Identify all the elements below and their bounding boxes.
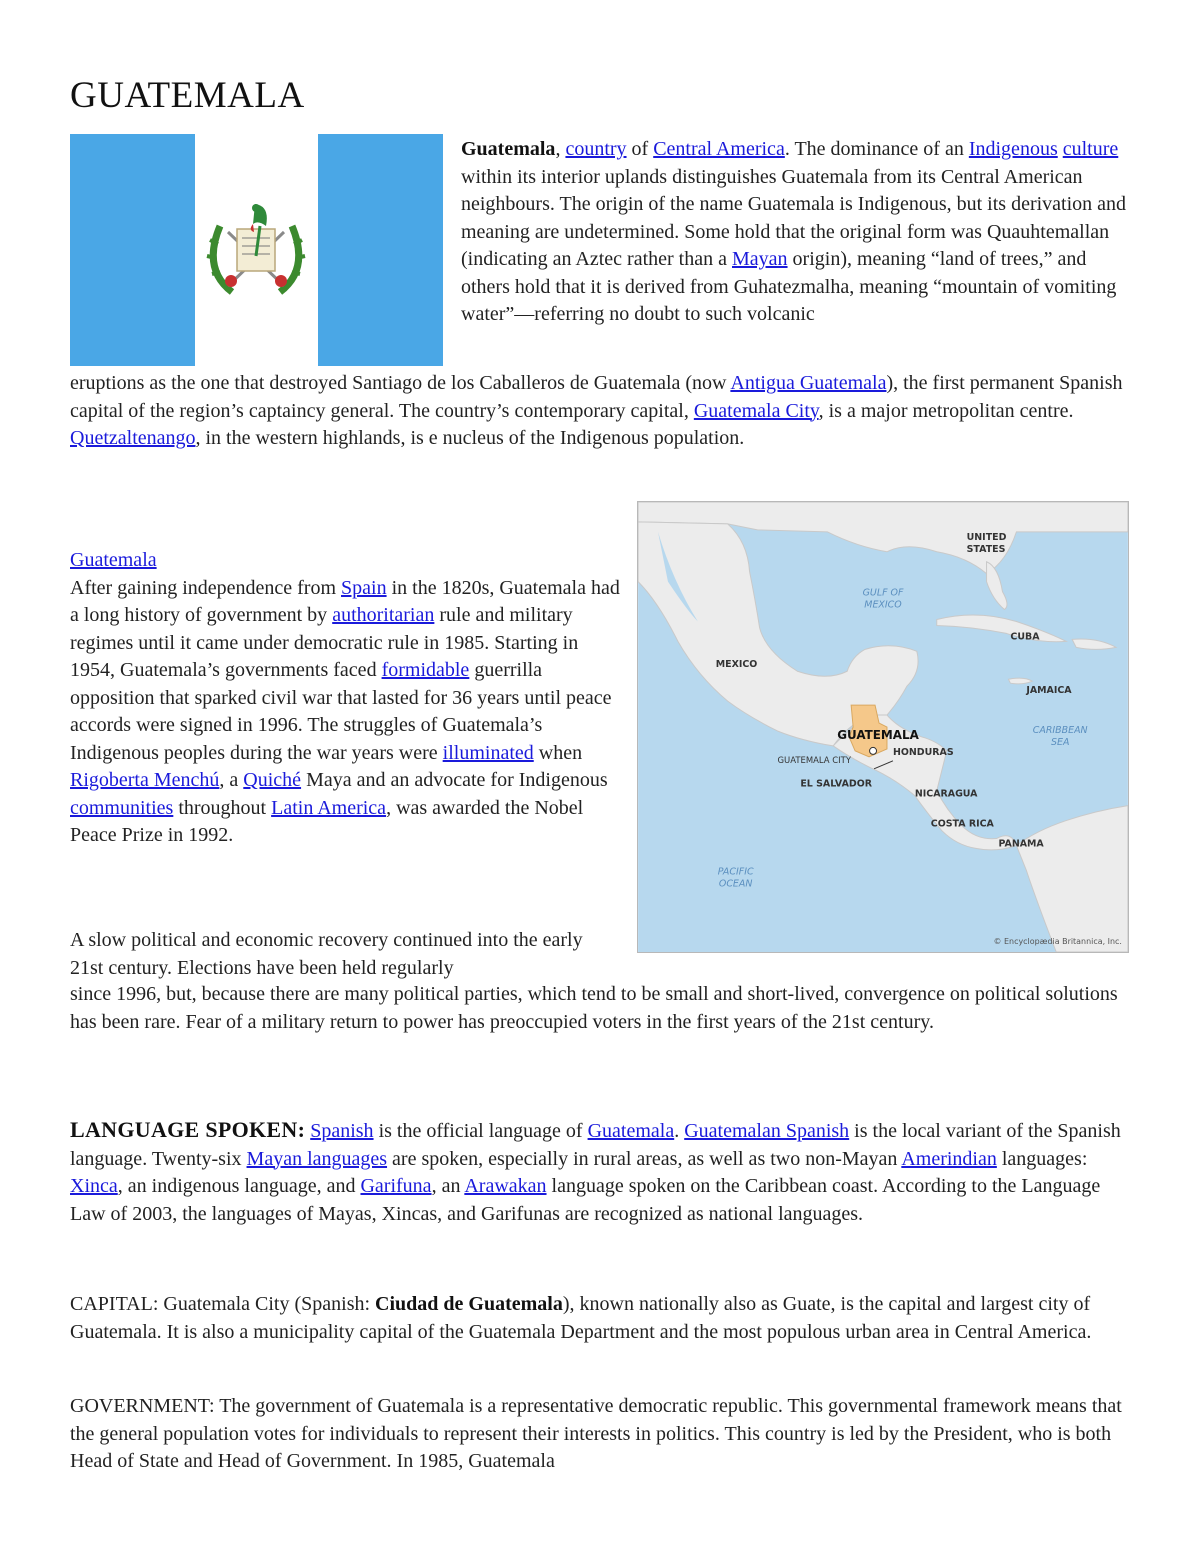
link-country[interactable]: country	[565, 138, 627, 160]
map-label-gulf: GULF OF	[862, 587, 904, 599]
map-label-us: STATES	[966, 543, 1006, 555]
history-text: , was awarded the Nobel Peace Prize in 1992.	[70, 796, 584, 846]
intro-text: within its interior uplands distinguishes Guatemala from its Central American neighbours. The origin of the name Guatemala is Indigenous, but its derivation and meaning are undetermined. Some hold that the original form was Quauhtemallan (indicating an Aztec rather than a	[461, 165, 1127, 270]
language-text: are spoken, especially in rural areas, as well as two non-Mayan	[387, 1147, 902, 1170]
language-paragraph	[70, 1116, 1130, 1228]
link-spanish[interactable]: Spanish	[310, 1120, 374, 1142]
map-label-el-salvador: EL SALVADOR	[800, 778, 873, 790]
intro-bold-term: Guatemala	[461, 138, 556, 160]
central-america-map	[637, 501, 1129, 953]
language-text: , an indigenous language, and	[117, 1175, 361, 1197]
government-paragraph	[70, 1393, 1130, 1476]
link-communities[interactable]: communities	[70, 796, 174, 819]
map-label-caribbean: SEA	[1051, 736, 1070, 748]
link-guatemala-city[interactable]: Guatemala City	[693, 399, 819, 422]
link-guatemalan-spanish[interactable]: Guatemalan Spanish	[684, 1120, 850, 1142]
recovery-paragraph-bottom	[70, 981, 1130, 1036]
link-quetzaltenango[interactable]: Quetzaltenango	[70, 427, 196, 449]
capital-text: ), known nationally also as Guate, is the capital and largest city of Guatemala. It is also a municipality capital of the Guatemala Department and the most populous urban area in Central America.	[70, 1293, 1092, 1343]
capital-text: CAPITAL: Guatemala City (Spanish:	[70, 1293, 376, 1315]
link-spain[interactable]: Spain	[341, 576, 387, 599]
intro-text: eruptions as the one that destroyed Santiago de los Caballeros de Guatemala (now	[70, 372, 731, 394]
language-text: , an	[431, 1175, 465, 1197]
link-mayan-languages[interactable]: Mayan languages	[246, 1147, 388, 1170]
intro-text: , is a major metropolitan centre.	[818, 399, 1074, 422]
history-text: rule and military regimes until it came under democratic rule in 1985. Starting in 1954, Guatemala’s governments faced	[70, 604, 579, 681]
link-arawakan[interactable]: Arawakan	[464, 1175, 547, 1197]
history-text: , a	[219, 769, 244, 791]
recovery-text: A slow political and economic recovery continued into the early 21st century. Elections have been held regularly	[70, 929, 583, 979]
map-label-pacific: PACIFIC	[717, 866, 754, 878]
link-culture[interactable]: culture	[1062, 138, 1119, 160]
recovery-text: since 1996, but, because there are many political parties, which tend to be small and short-lived, convergence on political solutions has been rare. Fear of a military return to power has preoccupied voters in the first years of the 21st century.	[70, 983, 1118, 1033]
map-label-costa-rica: COSTA RICA	[930, 818, 994, 830]
language-text: .	[674, 1120, 685, 1142]
link-indigenous[interactable]: Indigenous	[968, 138, 1058, 160]
map-label-gulf: MEXICO	[864, 599, 902, 611]
language-text: is the official language of	[373, 1120, 588, 1142]
capital-spanish-name: Ciudad de Guatemala	[375, 1293, 563, 1315]
history-text: in the 1820s, Guatemala had a long history of government by	[70, 576, 620, 626]
map-label-cuba: CUBA	[1010, 631, 1040, 643]
history-text: throughout	[173, 796, 272, 819]
link-rigoberta-menchu[interactable]: Rigoberta Menchú	[70, 769, 220, 791]
guatemala-city-marker-icon	[870, 747, 877, 754]
link-garifuna[interactable]: Garifuna	[360, 1175, 432, 1197]
link-amerindian[interactable]: Amerindian	[901, 1147, 997, 1170]
capital-paragraph	[70, 1291, 1130, 1346]
link-formidable[interactable]: formidable	[381, 659, 470, 681]
map-label-nicaragua: NICARAGUA	[914, 788, 978, 800]
map-label-us: UNITED	[966, 531, 1007, 543]
intro-text: origin), meaning “land of trees,” and others hold that it is derived from Guhatezmalha, meaning “mountain of vomiting water”—referring no doubt to such volcanic	[461, 248, 1117, 325]
language-text: languages:	[996, 1147, 1088, 1170]
map-label-guatemala: GUATEMALA	[837, 727, 919, 742]
intro-text: of	[626, 138, 654, 160]
government-text: GOVERNMENT: The government of Guatemala is a representative democratic republic. This governmental framework means that the general population votes for individuals to represent their interests in politics. This country is led by the President, who is both Head of State and Head of Government. In 1985, Guatemala	[70, 1395, 1122, 1472]
history-text: After gaining independence from	[70, 576, 342, 599]
map-label-honduras: HONDURAS	[892, 746, 954, 758]
map-label-panama: PANAMA	[998, 838, 1044, 850]
flag-right-stripe	[318, 134, 443, 366]
language-heading: LANGUAGE SPOKEN:	[70, 1117, 306, 1142]
map-label-caribbean: CARIBBEAN	[1032, 724, 1088, 736]
link-quiche[interactable]: Quiché	[243, 769, 302, 791]
intro-paragraph-top	[461, 136, 1133, 329]
history-paragraph	[70, 547, 620, 850]
link-latin-america[interactable]: Latin America	[271, 796, 387, 819]
guatemala-flag-image	[70, 134, 443, 366]
link-guatemala-caption[interactable]: Guatemala	[70, 549, 157, 571]
map-label-jamaica: JAMAICA	[1026, 685, 1072, 697]
flag-left-stripe	[70, 134, 195, 366]
link-guatemala[interactable]: Guatemala	[587, 1120, 675, 1142]
history-text: Maya and an advocate for Indigenous	[301, 769, 608, 791]
history-text: guerrilla opposition that sparked civil war that lasted for 36 years until peace accords were signed in 1996. The struggles of Guatemala’s Indigenous peoples during the war years were	[70, 659, 612, 764]
language-text: is the local variant of the Spanish language. Twenty-six	[70, 1120, 1121, 1170]
history-text: when	[533, 741, 583, 764]
link-central-america[interactable]: Central America	[653, 138, 785, 160]
language-text: language spoken on the Caribbean coast. According to the Language Law of 2003, the languages of Mayas, Xincas, and Garifunas are recognized as national languages.	[70, 1175, 1101, 1225]
map-label-pacific: OCEAN	[718, 878, 753, 890]
link-xinca[interactable]: Xinca	[70, 1175, 118, 1197]
intro-text: , in the western highlands, is e nucleus of the Indigenous population.	[195, 427, 745, 449]
map-label-mexico: MEXICO	[715, 659, 758, 671]
link-antigua-guatemala[interactable]: Antigua Guatemala	[730, 372, 887, 394]
link-illuminated[interactable]: illuminated	[442, 741, 534, 764]
recovery-paragraph-top	[70, 927, 618, 982]
intro-text: ), the first permanent Spanish capital of the region’s captaincy general. The country’s contemporary capital,	[70, 372, 1123, 422]
intro-paragraph-bottom	[70, 370, 1130, 453]
intro-text: ,	[555, 138, 566, 160]
map-label-guatemala-city: GUATEMALA CITY	[777, 754, 852, 765]
intro-text: . The dominance of an	[784, 138, 969, 160]
link-mayan[interactable]: Mayan	[732, 248, 788, 270]
page-title: GUATEMALA	[70, 75, 305, 116]
map-credit: © Encyclopædia Britannica, Inc.	[993, 937, 1122, 947]
link-authoritarian[interactable]: authoritarian	[332, 604, 435, 626]
